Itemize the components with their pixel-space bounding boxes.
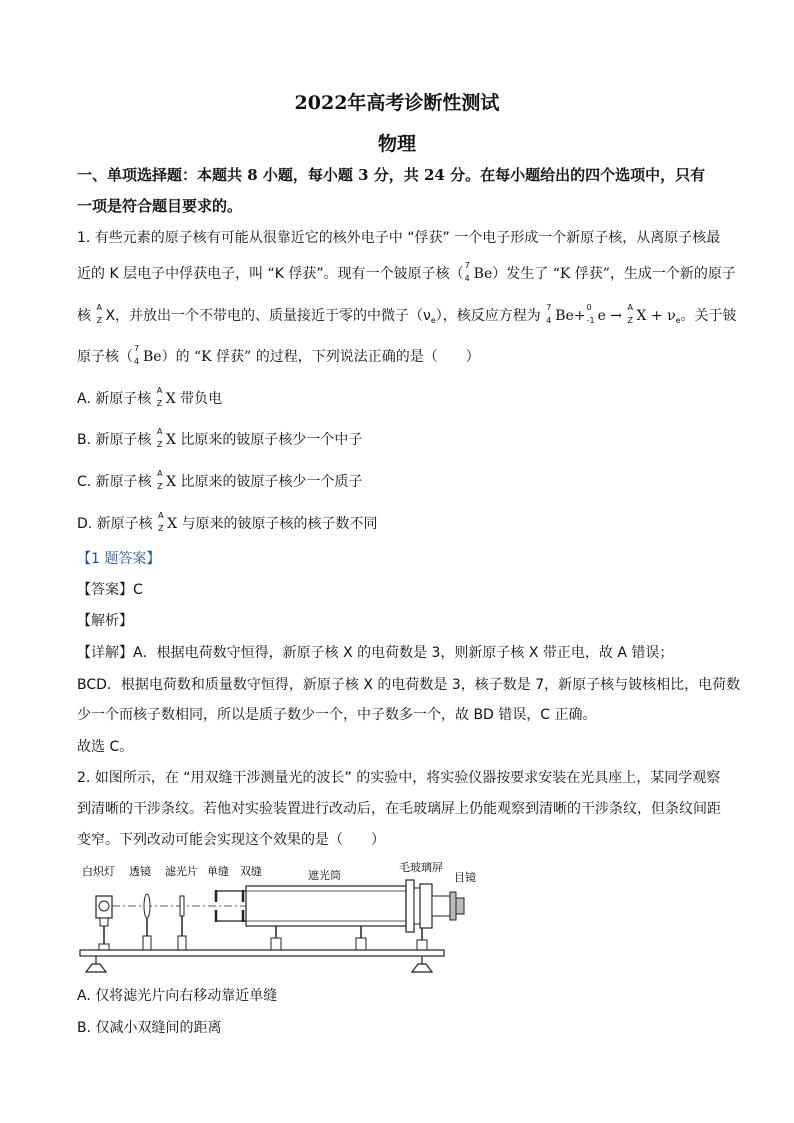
- subject-title: 物理: [377, 133, 416, 155]
- q1-text: Be）发生了 “K 俘获”，生成一个新的原子: [473, 266, 736, 282]
- label-lamp: 白炽灯: [82, 865, 115, 878]
- answer-block-tag: 【1 题答案】: [77, 551, 161, 567]
- isotope-notation: A Z: [158, 511, 164, 533]
- screen-shape: [406, 880, 414, 932]
- isotope-notation: A Z: [156, 386, 163, 408]
- isotope-notation: A Z: [627, 303, 633, 325]
- label-eyepiece: 目镜: [454, 871, 476, 884]
- label-tube: 遮光筒: [308, 869, 341, 882]
- detail-line2: BCD．根据电荷数和质量数守恒得，新原子核 X 的电荷数是 3，核子数是 7，新原子核与铍核相比，电荷数: [77, 677, 741, 693]
- q1-stem-line1: 1. 有些元素的原子核有可能从很靠近它的核外电子中 “俘获” 一个电子形成一个新原子核，从离原子核最: [77, 230, 721, 246]
- analysis-tag: 【解析】: [77, 613, 133, 629]
- optical-bench: [80, 950, 444, 956]
- label-screen: 毛玻璃屏: [399, 861, 443, 874]
- section-heading-line1: 一、单项选择题：本题共 8 小题，每小题 3 分，共 24 分。在每小题给出的四个选项中，只有: [77, 166, 706, 184]
- q1-option-d: D. 新原子核 A Z X 与原来的铍原子核的核子数不同: [77, 511, 378, 533]
- double-slit-apparatus-figure: [76, 858, 496, 978]
- label-single-slit: 单缝: [207, 865, 229, 878]
- label-double-slit: 双缝: [240, 865, 262, 878]
- section-heading-line2: 一项是符合题目要求的。: [77, 197, 243, 215]
- isotope-notation: 7 4: [546, 303, 552, 325]
- label-filter: 滤光片: [165, 865, 198, 878]
- q1-stem-line2: [77, 263, 737, 284]
- isotope-notation: A Z: [96, 303, 102, 325]
- isotope-notation: 7 4: [464, 261, 470, 283]
- lamp-base: [100, 918, 108, 926]
- q1-text: 近的 K 层电子中俘获电子，叫 “K 俘获”。现有一个铍原子核（: [77, 266, 464, 282]
- lamp-bulb: [99, 901, 109, 911]
- conclusion-line: 故选 C。: [77, 739, 134, 755]
- isotope-notation: A Z: [156, 427, 163, 449]
- q1-stem-line4: 原子核（ 7 4 Be）的 “K 俘获” 的过程，下列说法正确的是（ ）: [77, 344, 480, 366]
- q1-stem-line3: 核 A Z X，并放出一个不带电的、质量接近于零的中微子$(\nu_e)$，核反应方程为 7 4 Be+ 0 -1 e → A Z $X + \nu_e$。关于铍: [77, 303, 737, 325]
- label-lens: 透镜: [129, 865, 151, 878]
- isotope-notation: 7 4: [134, 344, 140, 366]
- detail-line3: 少一个而核子数相同，所以是质子数少一个，中子数多一个，故 BD 错误，C 正确。: [77, 707, 597, 723]
- q1-option-b: B. 新原子核 A Z X 比原来的铍原子核少一个中子: [77, 427, 363, 449]
- isotope-notation: A Z: [157, 469, 163, 491]
- q2-stem-line3: 变窄。下列改动可能会实现这个效果的是（ ）: [77, 832, 385, 848]
- detail-line1: 【详解】A．根据电荷数守恒得，新原子核 X 的电荷数是 3，则新原子核 X 带正电，故 A 错误；: [77, 645, 674, 661]
- tube-shape: [246, 886, 406, 926]
- q2-option-a: A. 仅将滤光片向右移动靠近单缝: [77, 988, 278, 1004]
- q2-option-b: B. 仅减小双缝间的距离: [77, 1020, 222, 1036]
- q2-stem-line1: 2. 如图所示，在 “用双缝干涉测量光的波长” 的实验中，将实验仪器按要求安装在光具座上，某同学观察: [77, 770, 721, 786]
- lens-shape: [144, 894, 150, 918]
- q1-option-a: A. 新原子核 A Z X 带负电: [77, 386, 223, 408]
- isotope-notation: 0 -1: [586, 303, 595, 325]
- eyepiece-shape: [450, 892, 456, 920]
- q2-stem-line2: 到清晰的干涉条纹。若他对实验装置进行改动后，在毛玻璃屏上仍能观察到清晰的干涉条纹，但条纹间距: [77, 801, 721, 817]
- q1-option-c: C. 新原子核 A Z X 比原来的铍原子核少一个质子: [77, 469, 363, 491]
- exam-title: 2022年高考诊断性测试: [294, 92, 500, 114]
- answer-line: 【答案】C: [77, 582, 143, 598]
- filter-shape: [180, 896, 184, 916]
